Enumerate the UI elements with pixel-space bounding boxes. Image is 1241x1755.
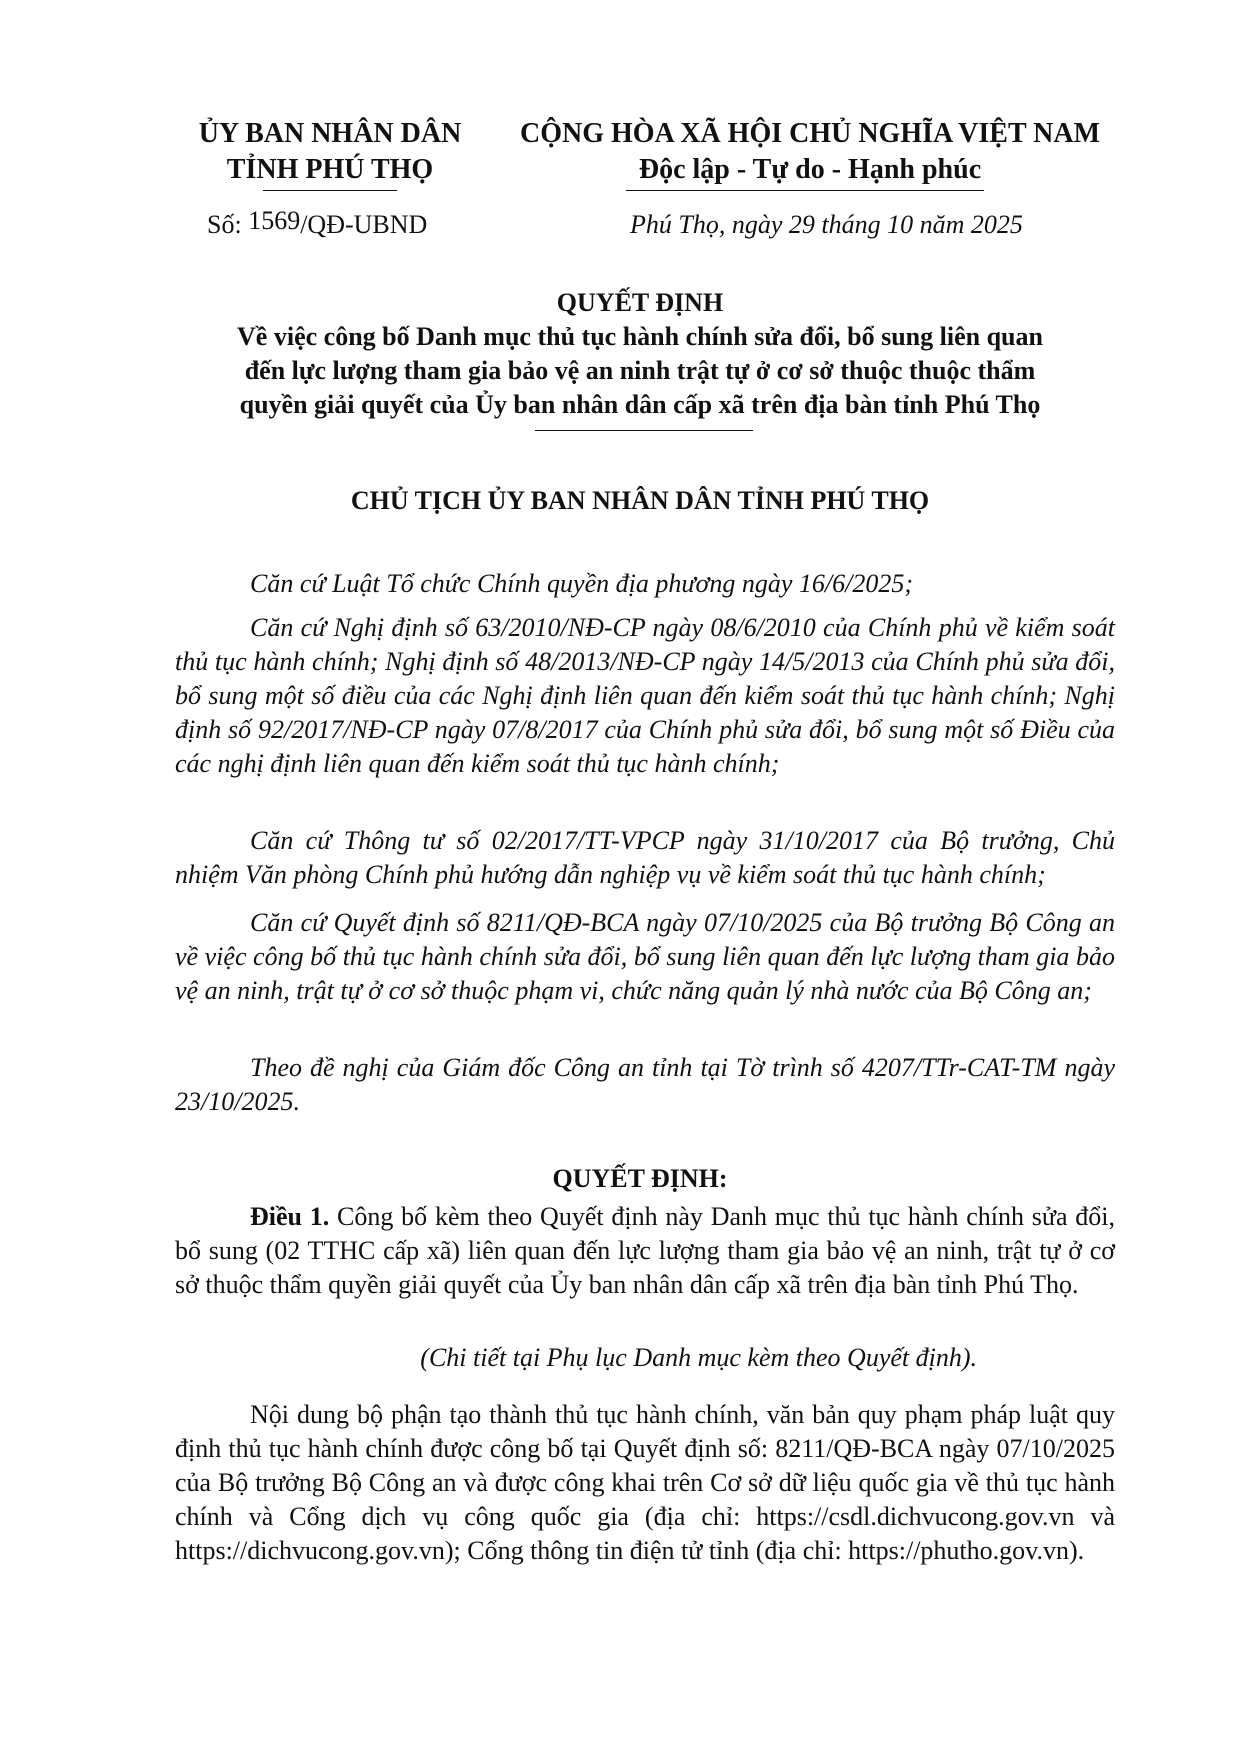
- agency-underline: [263, 190, 397, 191]
- issuing-authority: CHỦ TỊCH ỦY BAN NHÂN DÂN TỈNH PHÚ THỌ: [350, 486, 930, 515]
- title-underline: [535, 430, 753, 431]
- basis-paragraph: Căn cứ Nghị định số 63/2010/NĐ-CP ngày 08/6/2010 của Chính phủ về kiểm soát thủ tục hành chính; Nghị định số 48/2013/NĐ-CP ngày 14/5/2013 của Chính phủ sửa đổi, bổ sung một số điều của các Nghị định liên quan đến kiểm soát thủ tục hành chính; Nghị định số 92/2017/NĐ-CP ngày 07/8/2017 của Chính phủ sửa đổi, bổ sung một số Điều của các nghị định liên quan đến kiểm soát thủ tục hành chính;: [175, 613, 1115, 778]
- agency-line-1: ỦY BAN NHÂN DÂN: [198, 118, 462, 149]
- document-number-value: 1569: [248, 206, 301, 235]
- article-1-label: Điều 1.: [250, 1202, 330, 1231]
- title-line-1: Về việc công bố Danh mục thủ tục hành chính sửa đổi, bổ sung liên quan: [237, 322, 1043, 351]
- nation-line-2: Độc lập - Tự do - Hạnh phúc: [638, 154, 982, 185]
- nation-line-1: CỘNG HÒA XÃ HỘI CHỦ NGHĨA VIỆT NAM: [519, 118, 1101, 149]
- article-1-note: (Chi tiết tại Phụ lục Danh mục kèm theo Quyết định).: [420, 1343, 977, 1372]
- title-heading: QUYẾT ĐỊNH: [556, 288, 724, 317]
- decision-title: [160, 286, 1120, 422]
- basis-paragraph: Căn cứ Quyết định số 8211/QĐ-BCA ngày 07/10/2025 của Bộ trưởng Bộ Công an về việc công bố thủ tục hành chính sửa đổi, bổ sung liên quan đến lực lượng tham gia bảo vệ an ninh, trật tự ở cơ sở thuộc phạm vi, chức năng quản lý nhà nước của Bộ Công an;: [175, 908, 1115, 1005]
- article-1: [175, 1200, 1115, 1302]
- date-day: 29: [788, 210, 815, 239]
- motto-underline: [626, 190, 984, 191]
- date-month: 10: [887, 210, 914, 239]
- document-number: Số: 1569/QĐ-UBND: [207, 206, 428, 239]
- article-1-content: Nội dung bộ phận tạo thành thủ tục hành chính, văn bản quy phạm pháp luật quy định thủ tục hành chính được công bố tại Quyết định số: 8211/QĐ-BCA ngày 07/10/2025 của Bộ trưởng Bộ Công an và được công khai trên Cơ sở dữ liệu quốc gia về thủ tục hành chính và Cổng dịch vụ công quốc gia (địa chỉ: https://csdl.dichvucong.gov.vn và https://dichvucong.gov.vn); Cổng thông tin điện tử tỉnh (địa chỉ: https://phutho.gov.vn).: [175, 1400, 1115, 1565]
- basis-paragraph: Theo đề nghị của Giám đốc Công an tỉnh tại Tờ trình số 4207/TTr-CAT-TM ngày 23/10/2025.: [175, 1053, 1115, 1116]
- agency-line-2: TỈNH PHÚ THỌ: [226, 154, 434, 185]
- article-1-text: Công bố kèm theo Quyết định này Danh mục thủ tục hành chính sửa đổi, bổ sung (02 TTHC cấp xã) liên quan đến lực lượng tham gia bảo vệ an ninh, trật tự ở cơ sở thuộc thẩm quyền giải quyết của Ủy ban nhân dân cấp xã trên địa bàn tỉnh Phú Thọ.: [175, 1202, 1115, 1299]
- decision-heading: QUYẾT ĐỊNH:: [552, 1164, 728, 1193]
- issuing-agency: [180, 116, 480, 188]
- title-line-3: quyền giải quyết của Ủy ban nhân dân cấp xã trên địa bàn tỉnh Phú Thọ: [239, 390, 1041, 419]
- basis-paragraph: Căn cứ Thông tư số 02/2017/TT-VPCP ngày 31/10/2017 của Bộ trưởng, Chủ nhiệm Văn phòng Chính phủ hướng dẫn nghiệp vụ về kiểm soát thủ tục hành chính;: [175, 826, 1115, 889]
- title-line-2: đến lực lượng tham gia bảo vệ an ninh trật tự ở cơ sở thuộc thuộc thẩm: [244, 356, 1036, 385]
- document-date: Phú Thọ, ngày 29 tháng 10 năm 2025: [630, 210, 1023, 239]
- basis-paragraph: Căn cứ Luật Tổ chức Chính quyền địa phương ngày 16/6/2025;: [250, 569, 914, 598]
- national-motto: [495, 116, 1125, 188]
